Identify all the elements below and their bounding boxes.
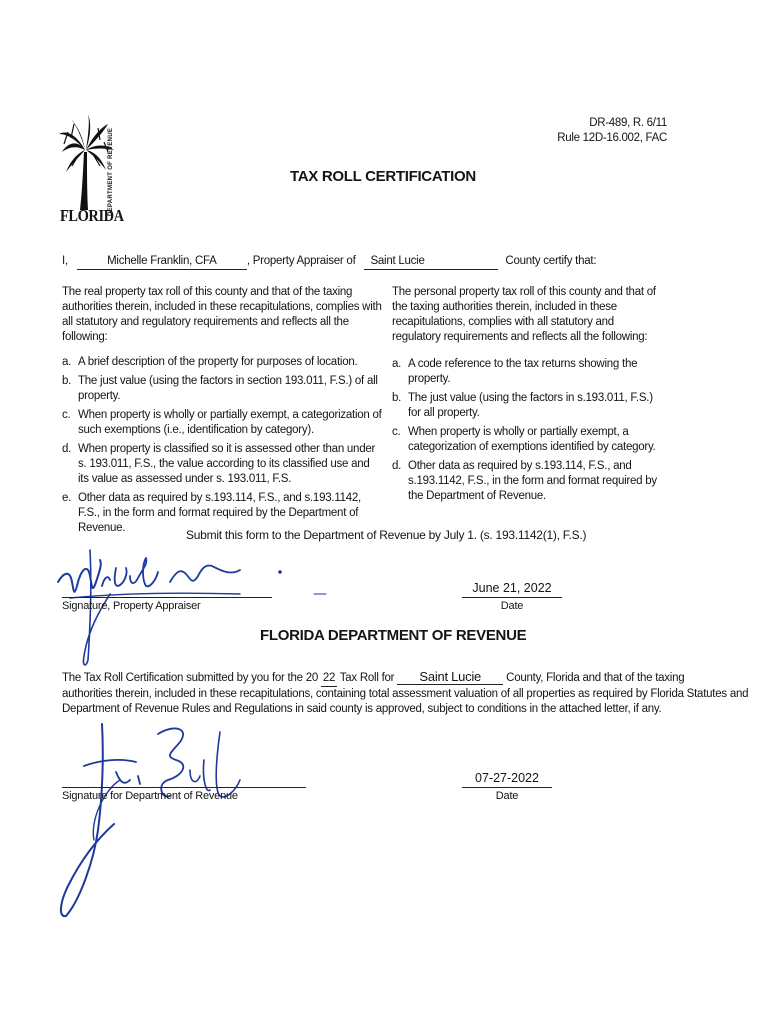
county-field: Saint Lucie: [364, 254, 498, 270]
list-item: b. The just value (using the factors in s.193.011, F.S.) for all property.: [392, 392, 653, 419]
list-item: d. Other data as required by s.193.114, F.S., and s.193.1142, F.S., in the form and format required by the Department of Revenue.: [392, 460, 657, 502]
dor-signature: [40, 720, 280, 920]
form-number-block: [557, 116, 667, 146]
appraiser-date-line: [462, 597, 562, 598]
real-property-intro: The real property tax roll of this county and that of the taxing authorities therein, included in these recapitulations, complies with all statutory and regulatory requirements and reflects all the following:: [62, 286, 382, 343]
dor-county-field: Saint Lucie: [397, 669, 503, 685]
appraiser-signature: [30, 520, 350, 670]
dor-line-3: Department of Revenue Rules and Regulations in said county is approved, subject to conditions in the attached letter, if any.: [62, 703, 662, 715]
list-item: d. When property is classified so it is assessed other than under s. 193.011, F.S., the value according to its classified use and its value as assessed under s. 193.011, F.S.: [62, 443, 376, 485]
dor-signature-label: Signature for Department of Revenue: [62, 790, 238, 802]
florida-logo-word: FLORIDA: [60, 206, 124, 225]
certification-line: [62, 254, 597, 270]
real-property-list: [62, 355, 382, 536]
real-property-column: [62, 285, 382, 540]
form-rule: Rule 12D-16.002, FAC: [557, 132, 667, 144]
dor-signature-line: [62, 787, 306, 788]
list-item: a. A code reference to the tax returns showing the property.: [392, 358, 638, 385]
cert-suffix: County certify that:: [505, 255, 597, 267]
dor-date-line: [462, 787, 552, 788]
department-of-revenue-vertical-text: DEPARTMENT OF REVENUE: [108, 127, 114, 216]
dor-heading: FLORIDA DEPARTMENT OF REVENUE: [260, 627, 527, 644]
dor-line-2: authorities therein, included in these recapitulations, containing total assessment valuation of all properties as required by Florida Statutes and: [62, 688, 749, 700]
appraiser-date-label: Date: [500, 600, 524, 612]
dor-date-label: Date: [495, 790, 519, 802]
cert-middle: , Property Appraiser of: [246, 255, 356, 267]
dor-date-value: 07-27-2022: [475, 771, 539, 785]
dor-approval-text: [62, 669, 749, 717]
list-item: b. The just value (using the factors in section 193.011, F.S.) of all property.: [62, 375, 378, 402]
list-item: c. When property is wholly or partially exempt, a categorization of such exemptions (i.e., identification by category).: [62, 409, 382, 436]
dor-line-1: The Tax Roll Certification submitted by you for the 20 22 Tax Roll for Saint Lucie County, Florida and that of the taxing: [62, 669, 702, 687]
list-item: e. Other data as required by s.193.114, F.S., and s.193.1142, F.S., in the form and format required by the Department of Revenue.: [62, 492, 361, 534]
personal-property-intro: The personal property tax roll of this county and that of the taxing authorities therein, included in these recapitulations, complies with all statutory and regulatory requirements and reflects all the following:: [392, 286, 656, 343]
page-title: TAX ROLL CERTIFICATION: [290, 168, 476, 185]
appraiser-name-field: Michelle Franklin, CFA: [77, 254, 247, 270]
list-item: a. A brief description of the property for purposes of location.: [62, 356, 358, 368]
personal-property-column: [392, 285, 662, 508]
tax-roll-year-field: 22: [321, 671, 337, 687]
cert-prefix: I,: [62, 255, 68, 267]
list-item: c. When property is wholly or partially exempt, a categorization of exemptions identified by category.: [392, 426, 656, 453]
appraiser-signature-line: [62, 597, 272, 598]
personal-property-list: [392, 357, 662, 504]
appraiser-date-value: June 21, 2022: [472, 581, 552, 595]
form-number: DR-489, R. 6/11: [589, 117, 667, 129]
appraiser-signature-label: Signature, Property Appraiser: [62, 600, 201, 612]
submit-note: Submit this form to the Department of Revenue by July 1. (s. 193.1142(1), F.S.): [186, 528, 587, 542]
